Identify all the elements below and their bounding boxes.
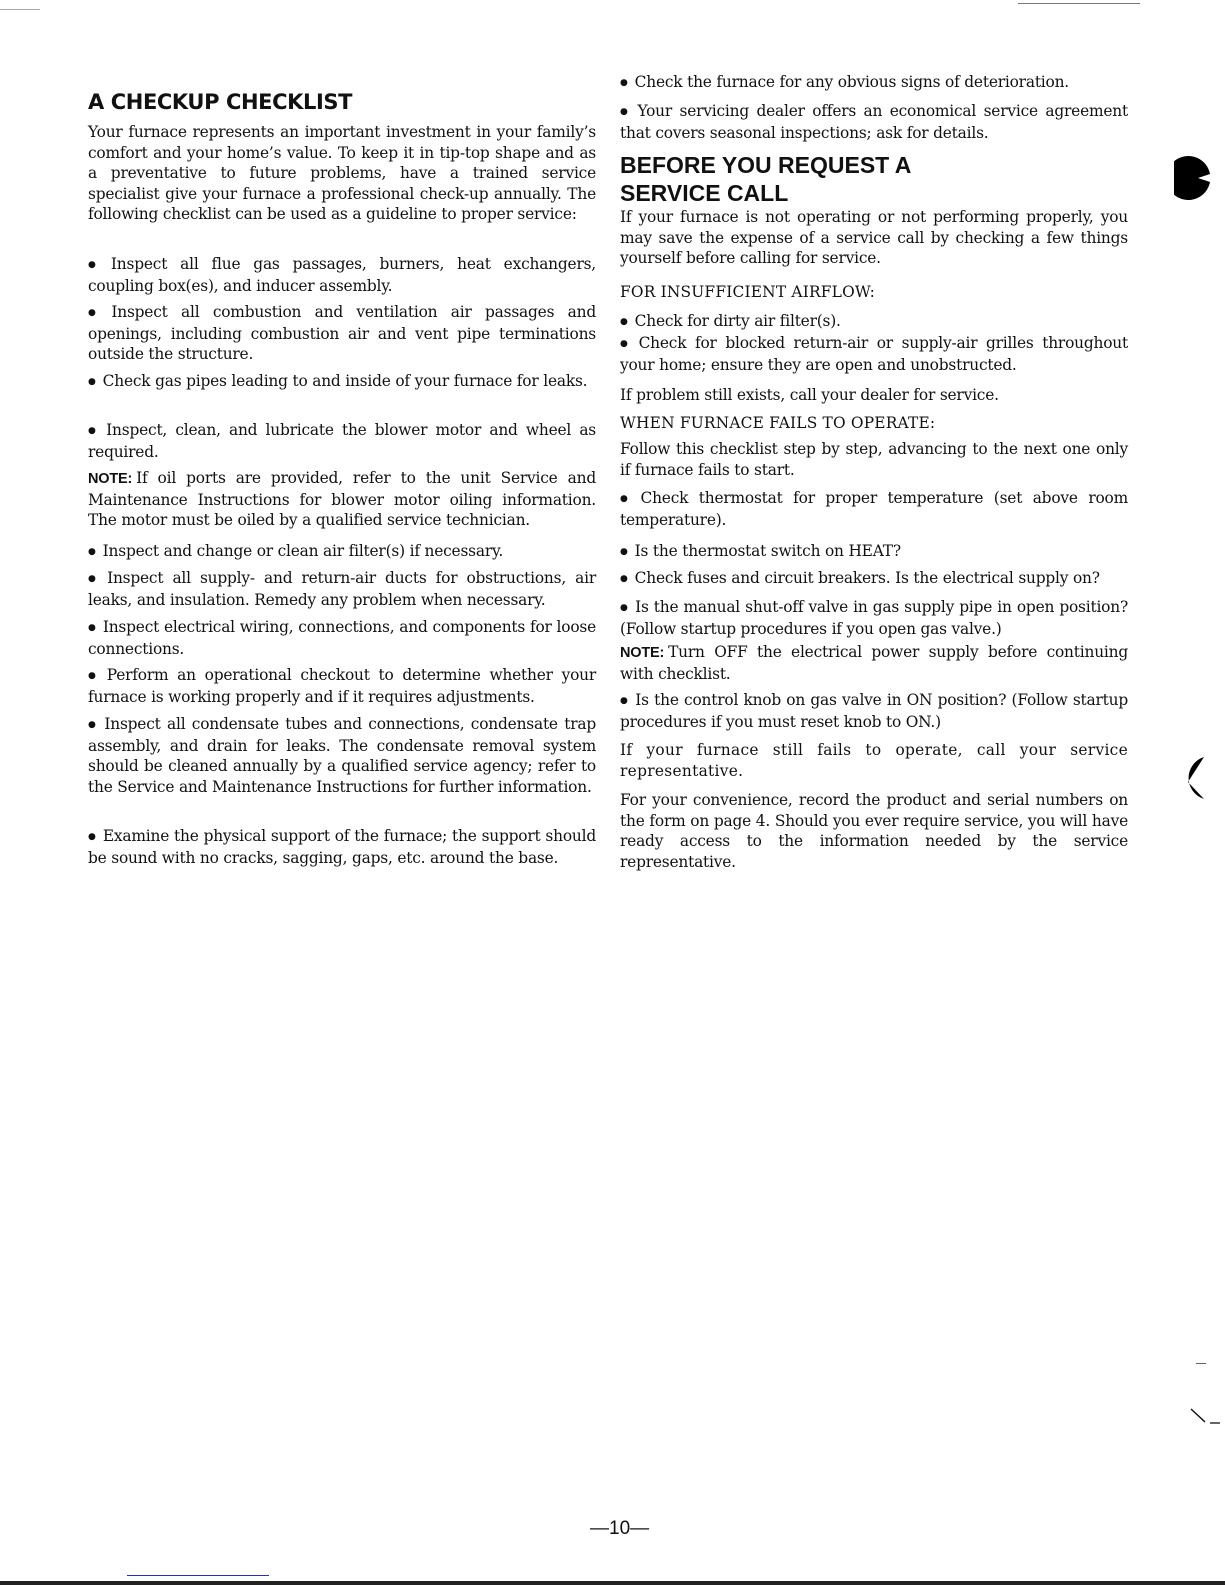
section-heading-checkup-checklist: A CHECKUP CHECKLIST	[88, 90, 353, 114]
paragraph: For your convenience, record the product and serial numbers on the form on page 4. Should you ever require service, you will have ready access to the information needed by the service representative.	[620, 791, 1128, 871]
scan-mark	[1210, 1422, 1220, 1424]
list-item: ● Inspect and change or clean air filter(s) if necessary.	[88, 541, 596, 563]
list-item: ● Perform an operational checkout to determine whether your furnace is working properly and if it requires adjustments.	[88, 665, 596, 707]
scan-artifact-line	[127, 1575, 269, 1576]
hole-punch-mark-icon	[1174, 152, 1224, 202]
heading-line: SERVICE CALL	[620, 180, 789, 206]
list-item: ● Inspect electrical wiring, connections, and components for loose connections.	[88, 617, 596, 659]
scan-artifact-edge	[0, 1581, 1225, 1585]
list-item: ● Inspect all flue gas passages, burners, heat exchangers, coupling box(es), and inducer assembly.	[88, 254, 596, 296]
note-text: If oil ports are provided, refer to the unit Service and Maintenance Instructions for blower motor oiling information. The motor must be oiled by a qualified service technician.	[88, 469, 596, 529]
list-item: ● Check thermostat for proper temperature (set above room temperature).	[620, 488, 1128, 530]
note-label: NOTE:	[88, 471, 133, 487]
list-item: ● Is the thermostat switch on HEAT?	[620, 541, 1128, 563]
list-item: ● Examine the physical support of the furnace; the support should be sound with no cracks, sagging, gaps, etc. around the base.	[88, 826, 596, 868]
scan-artifact-line	[0, 9, 40, 10]
list-item: ● Inspect all combustion and ventilation air passages and openings, including combustion air and vent pipe terminations outside the structure.	[88, 302, 596, 365]
note-paragraph	[620, 642, 1128, 684]
intro-paragraph: Your furnace represents an important investment in your family’s comfort and your home’s value. To keep it in tip-top shape and as a preventative to future problems, have a trained service specialist give your furnace a professional check-up annually. The following checklist can be used as a guideline to proper service:	[88, 123, 596, 223]
subheading-fails-to-operate: WHEN FURNACE FAILS TO OPERATE:	[620, 414, 936, 432]
list-item: ● Inspect all condensate tubes and connections, condensate trap assembly, and drain for leaks. The condensate removal system should be cleaned annually by a qualified service agency; refer to the Service and Maintenance Instructions for further information.	[88, 714, 596, 797]
paragraph: Follow this checklist step by step, advancing to the next one only if furnace fails to start.	[620, 440, 1128, 479]
subheading-insufficient-airflow: FOR INSUFFICIENT AIRFLOW:	[620, 283, 875, 301]
list-item: ● Check the furnace for any obvious signs of deterioration.	[620, 72, 1128, 94]
scan-mark	[1190, 1408, 1210, 1424]
note-label: NOTE:	[620, 645, 665, 661]
page-number: —10—	[590, 1518, 650, 1539]
note-text: Turn OFF the electrical power supply before continuing with checklist.	[620, 643, 1128, 683]
hole-punch-mark-icon	[1172, 752, 1212, 802]
list-item: ● Inspect all supply- and return-air ducts for obstructions, air leaks, and insulation. Remedy any problem when necessary.	[88, 568, 596, 610]
scan-artifact-line	[1018, 3, 1140, 4]
note-paragraph	[88, 468, 596, 531]
list-item: ● Is the control knob on gas valve in ON position? (Follow startup procedures if you must reset knob to ON.)	[620, 690, 1128, 732]
heading-line: BEFORE YOU REQUEST A	[620, 152, 912, 178]
list-item: ● Check for blocked return-air or supply-air grilles throughout your home; ensure they are open and unobstructed.	[620, 333, 1128, 375]
list-item: ● Your servicing dealer offers an economical service agreement that covers seasonal inspections; ask for details.	[620, 101, 1128, 143]
list-item: ● Inspect, clean, and lubricate the blower motor and wheel as required.	[88, 420, 596, 462]
list-item: ● Is the manual shut-off valve in gas supply pipe in open position? (Follow startup procedures if you open gas valve.)	[620, 597, 1128, 639]
list-item: ● Check gas pipes leading to and inside of your furnace for leaks.	[88, 371, 596, 393]
intro-paragraph: If your furnace is not operating or not performing properly, you may save the expense of a service call by checking a few things yourself before calling for service.	[620, 208, 1128, 267]
scan-mark	[1196, 1363, 1206, 1364]
paragraph: If your furnace still fails to operate, call your service representative.	[620, 741, 1128, 780]
paragraph: If problem still exists, call your dealer for service.	[620, 386, 999, 404]
section-heading-service-call	[620, 151, 911, 207]
list-item: ● Check for dirty air filter(s).	[620, 311, 1128, 333]
list-item: ● Check fuses and circuit breakers. Is the electrical supply on?	[620, 568, 1128, 590]
